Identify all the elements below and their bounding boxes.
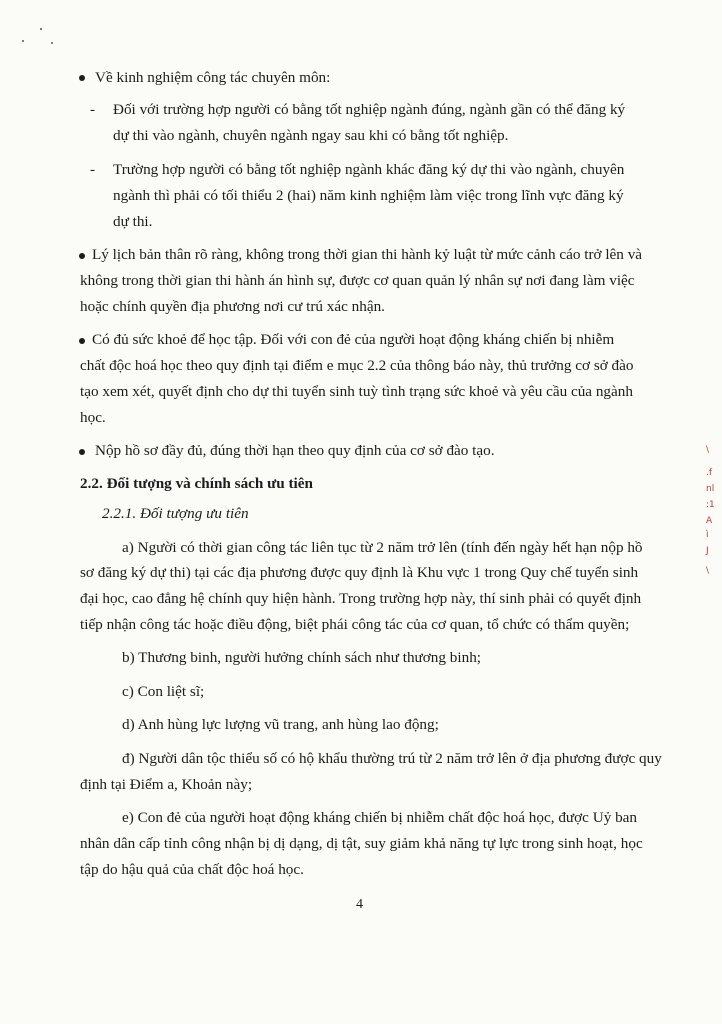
scan-speck [40,28,42,30]
bullet-icon [79,449,85,455]
section-heading: 2.2. Đối tượng và chính sách ưu tiên [80,475,313,492]
scan-speck [51,42,53,44]
text-line: tập do hậu quả của chất độc hoá học. [80,861,304,878]
text-line: không trong thời gian thi hành án hình sự, được cơ quan quản lý nhân sự nơi đang làm việc [80,272,635,289]
text-line: c) Con liệt sĩ; [122,683,205,700]
stamp-fragment: :1 [706,500,715,510]
text-line: dự thi vào ngành, chuyên ngành ngay sau khi có bằng tốt nghiệp. [113,127,509,144]
text-line: dự thi. [113,213,153,230]
page-number: 4 [356,897,363,912]
bullet-icon [79,253,85,259]
paragraph-heading-kinh-nghiem: Về kinh nghiệm công tác chuyên môn: [95,69,331,86]
dash-marker: - [90,102,95,118]
text-line: a) Người có thời gian công tác liên tục từ 2 năm trở lên (tính đến ngày hết hạn nộp hồ [122,539,643,556]
text-line: nhân dân cấp tỉnh công nhận bị dị dạng, dị tật, suy giảm khả năng tự lực trong sinh hoạt, học [80,835,643,852]
stamp-fragment: A [706,516,713,526]
stamp-fragment: \ [706,566,710,576]
text-line: hoặc chính quyền địa phương nơi cư trú xác nhận. [80,298,385,315]
stamp-fragment: ì [706,530,709,540]
text-line: chất độc hoá học theo quy định tại điểm e mục 2.2 của thông báo này, thủ trưởng cơ sở đào [80,357,634,374]
text-line: Đối với trường hợp người có bằng tốt nghiệp ngành đúng, ngành gần có thể đăng ký [113,101,626,118]
stamp-fragment: J [706,546,709,556]
text-line: tạo xem xét, quyết định cho dự thi tuyển sinh tuỳ tình trạng sức khoẻ và yêu cầu của ngành [80,383,633,400]
dash-marker: - [90,162,95,178]
stamp-fragment: \ [706,445,710,455]
stamp-fragment: .f [706,468,713,478]
text-line: d) Anh hùng lực lượng vũ trang, anh hùng lao động; [122,716,439,733]
text-line: b) Thương binh, người hưởng chính sách như thương binh; [122,649,482,666]
text-line: học. [80,409,106,426]
subsection-heading: 2.2.1. Đối tượng ưu tiên [102,505,249,522]
text-line: tiếp nhận công tác hoặc điều động, biệt phái công tác của cơ quan, tổ chức có thẩm quyền; [80,616,630,633]
text-line: Lý lịch bản thân rõ ràng, không trong thời gian thi hành kỷ luật từ mức cảnh cáo trở lên và [92,246,643,263]
text-line: Trường hợp người có bằng tốt nghiệp ngành khác đăng ký dự thi vào ngành, chuyên [113,161,625,178]
text-line: sơ đăng ký dự thi) tại các địa phương được quy định là Khu vực 1 trong Quy chế tuyển sinh [80,564,639,581]
text-line: ngành thì phải có tối thiểu 2 (hai) năm kinh nghiệm làm việc trong lĩnh vực đăng ký [113,187,624,204]
text-line: Nộp hồ sơ đầy đủ, đúng thời hạn theo quy định của cơ sở đào tạo. [95,442,495,459]
scan-speck [22,40,24,42]
bullet-icon [79,338,85,344]
text-line: e) Con đẻ của người hoạt động kháng chiến bị nhiễm chất độc hoá học, được Uỷ ban [122,809,638,826]
text-line: đại học, cao đẳng hệ chính quy hiện hành. Trong trường hợp này, thí sinh phải có quyết định [80,590,642,607]
stamp-fragment: nl [706,484,715,494]
text-line: định tại Điểm a, Khoản này; [80,776,253,793]
text-line: đ) Người dân tộc thiểu số có hộ khẩu thường trú từ 2 năm trở lên ở địa phương được quy [122,750,662,767]
text-line: Có đủ sức khoẻ để học tập. Đối với con đẻ của người hoạt động kháng chiến bị nhiễm [92,331,615,348]
bullet-icon [79,75,85,81]
